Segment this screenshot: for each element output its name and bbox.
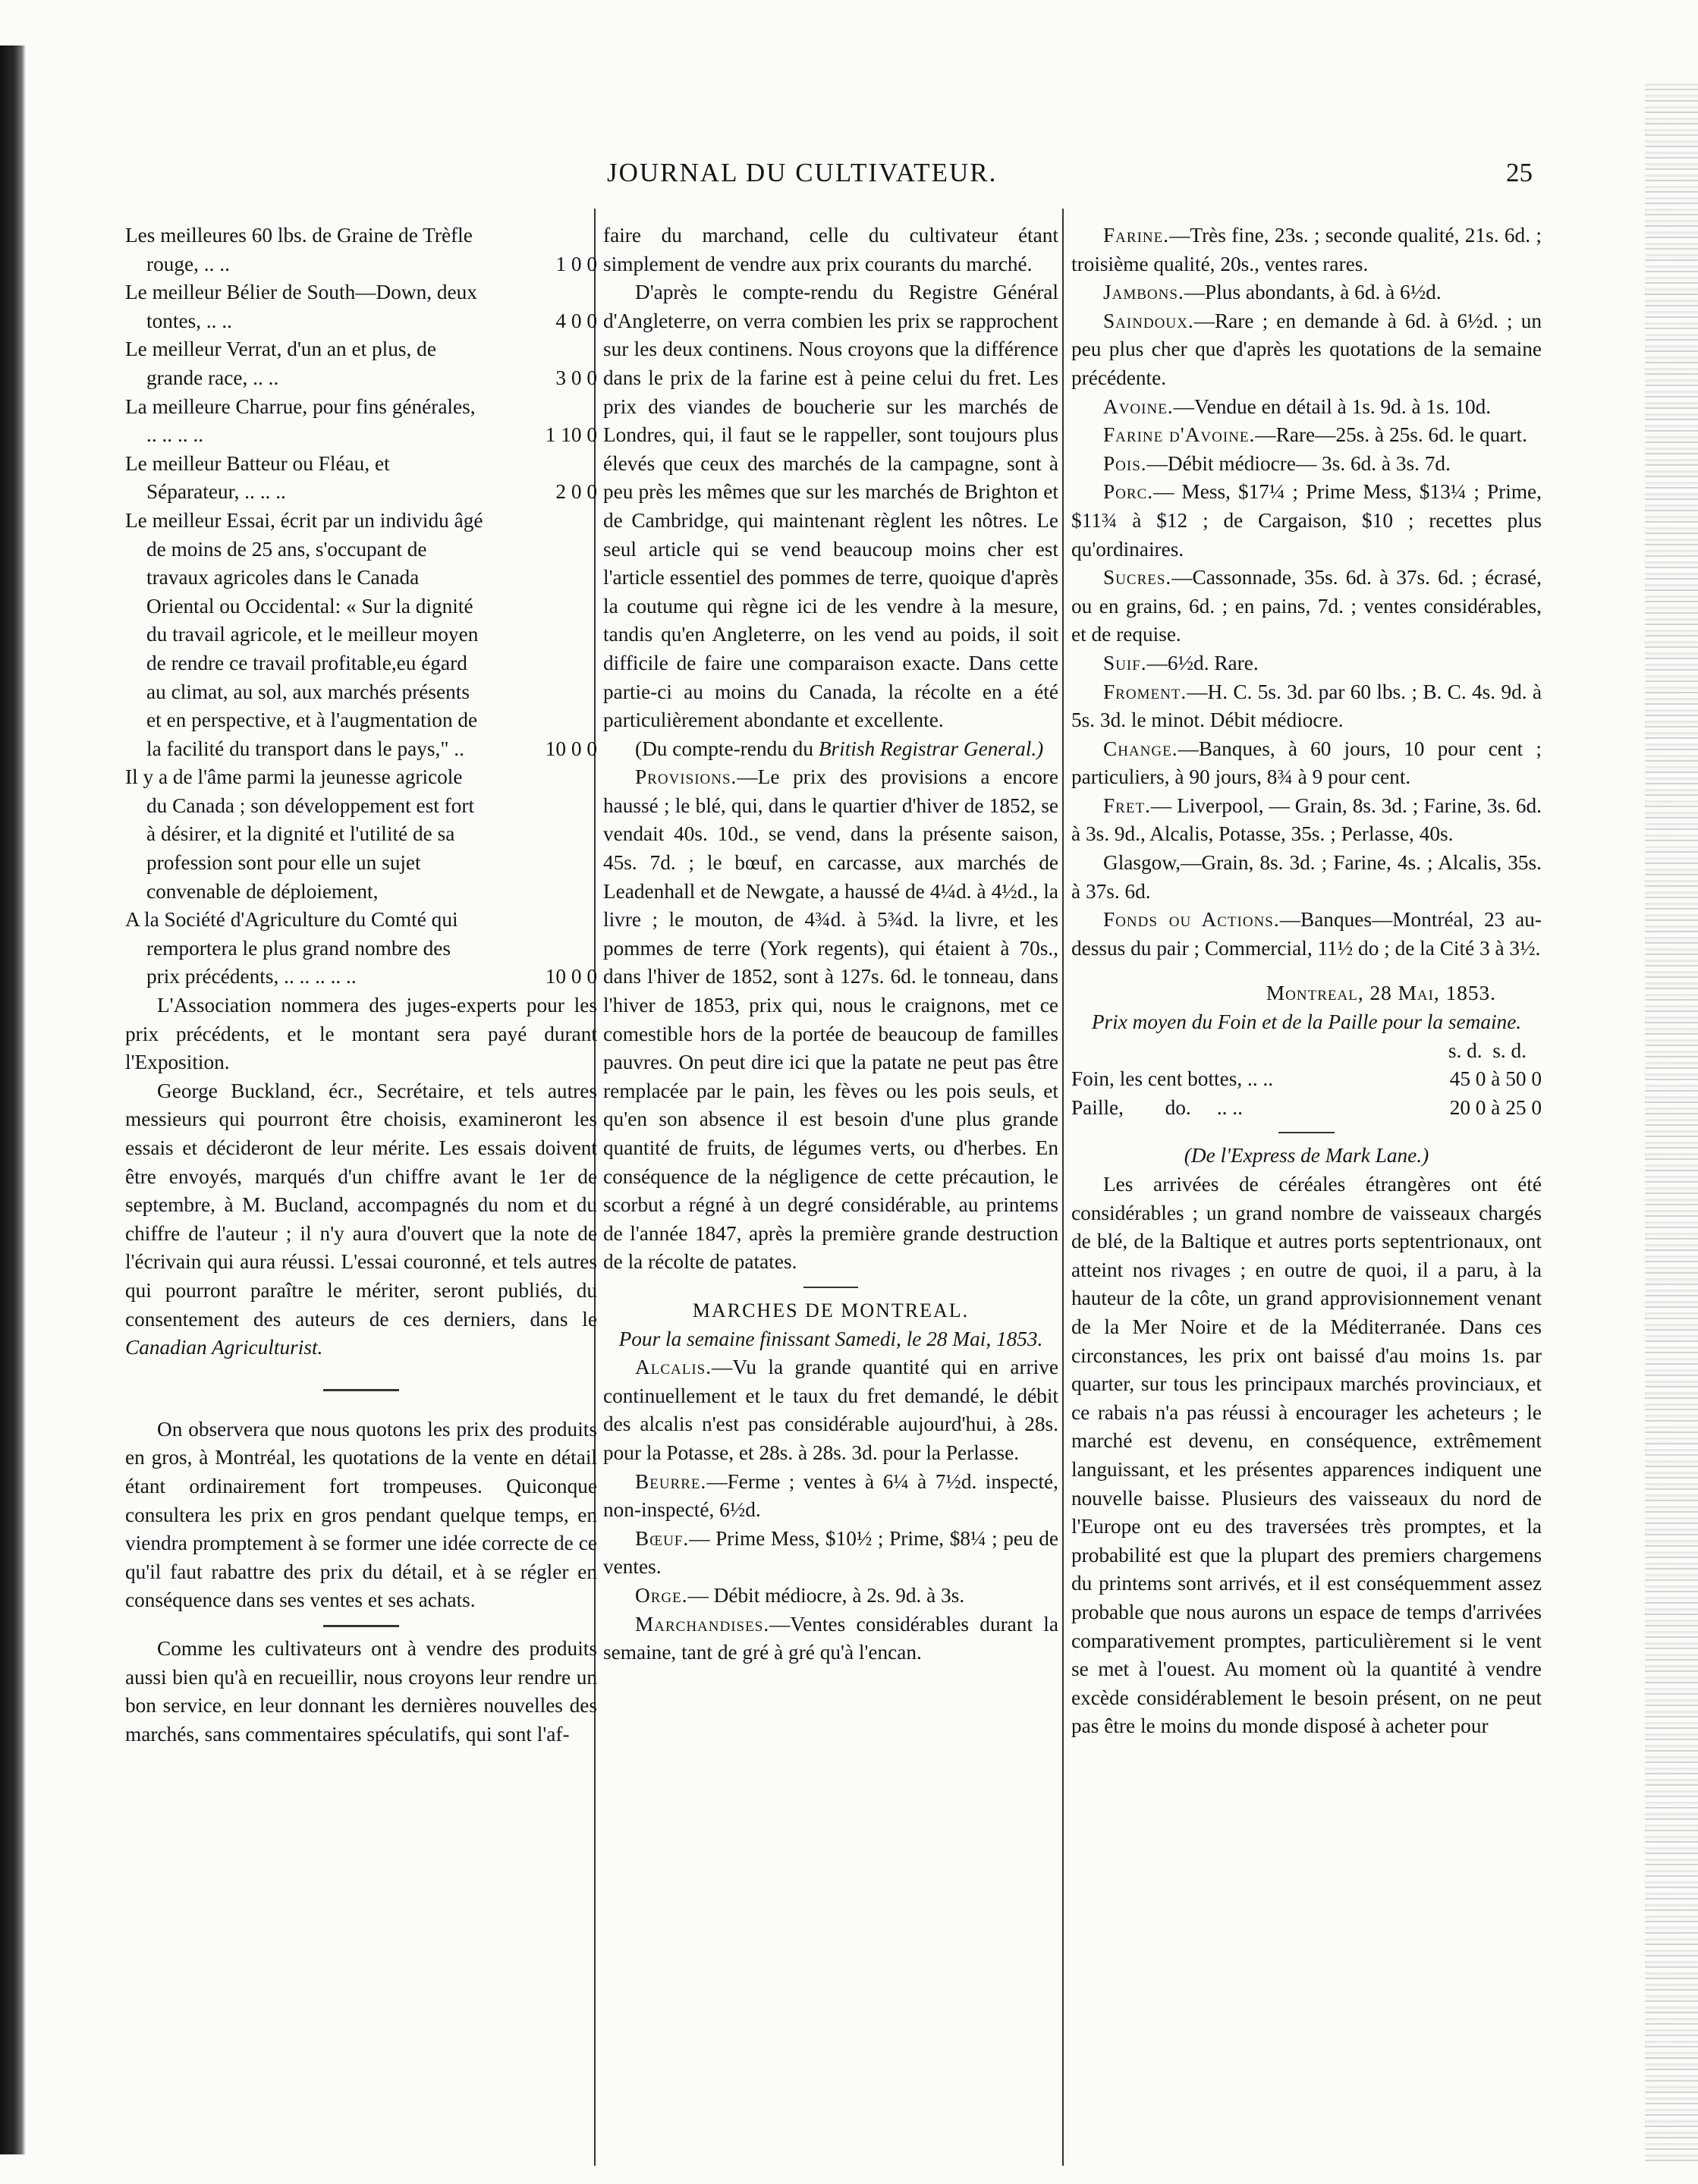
- dateline: Montreal, 28 Mai, 1853.: [1266, 982, 1496, 1005]
- market-item: Fonds ou Actions.—Banques—Montréal, 23 au-dessus du pair ; Commercial, 11½ do ; de la Cité 3 à 3½.: [1071, 908, 1542, 960]
- market-item: Sucres.—Cassonnade, 35s. 6d. à 37s. 6d. ; écrasé, ou en grains, 6d. ; en pains, 7d. ; ventes considérables, et de requise.: [1071, 566, 1542, 646]
- paragraph: On observera que nous quotons les prix des produits en gros, à Montréal, les quotations de la vente en détail étant ordinairement fort trompeuses. Quiconque consultera les prix en gros pendant quelque temps, en viendra promptement à se former une idée correcte de ce qu'il faut rabattre des prix du détail, et à se régler en conséquence dans ses ventes et ses achats.: [125, 1417, 597, 1612]
- market-item: Bœuf.— Prime Mess, $10½ ; Prime, $8¼ ; peu de ventes.: [603, 1526, 1058, 1579]
- prize-entry: Le meilleur Essai, écrit par un individu âgé de moins de 25 ans, s'occupant de travaux agricoles dans le Canada Oriental ou Occidental: « Sur la dignité du travail agricole, et le meilleur moyen de rendre ce travail profitable,eu égard au climat, au sol, aux marchés présents et en perspective, et à l'augmentation de la facilité du transport dans le pays," .. 10 0 0: [125, 507, 597, 763]
- column-2: [603, 222, 1058, 1667]
- hay-title: Prix moyen du Foin et de la Paille pour la semaine.: [1091, 1010, 1522, 1034]
- market-item: Beurre.—Ferme ; ventes à 6¼ à 7½d. inspecté, non-inspecté, 6½d.: [603, 1469, 1058, 1522]
- market-item: Marchandises.—Ventes considérables durant la semaine, tant de gré à gré qu'à l'encan.: [603, 1612, 1058, 1664]
- market-item: Farine d'Avoine.—Rare—25s. à 25s. 6d. le quart.: [1103, 423, 1527, 447]
- market-item: Glasgow,—Grain, 8s. 3d. ; Farine, 4s. ; Alcalis, 35s. à 37s. 6d.: [1071, 851, 1542, 903]
- paragraph: George Buckland, écr., Secrétaire, et tels autres messieurs qui pourront être choisis, examineront les essais et décideront de leur mérite. Les essais doivent être envoyés, marqués d'un chiffre avant le 1er de septembre, à M. Bucland, accompagnés du nom et du chiffre de l'auteur ; il n'y aura d'ouvert que la note de l'écrivain qui aura réussi. L'essai couronné, et tels autres qui pourront paraître le mériter, seront publiés, du consentement des auteurs de ces derniers, dans le Canadian Agriculturist.: [125, 1079, 597, 1359]
- column-1: [125, 222, 597, 1749]
- prize-entry: Le meilleur Bélier de South—Down, deux tontes, .. .. 4 0 0: [125, 278, 597, 335]
- paragraph: Les arrivées de céréales étrangères ont été considérables ; un grand nombre de vaisseaux chargés de blé, de la Baltique et autres ports septentrionaux, ont atteint nos rivages ; en outre de quoi, il a paru, à la hauteur de la côte, un grand approvisionnement venant de la Mer Noire et de la Méditerranée. Dans ces circonstances, les prix ont baissé d'au moins 1s. par quarter, sur tous les principaux marchés provinciaux, et ce rabais n'a pas réussi à encourager les acheteurs ; le marché est devenu, en conséquence, extrêmement languissant, et les présentes apparences indiquent une nouvelle baisse. Plusieurs des vaisseaux du nord de l'Europe ont eu des traversées très promptes, et la probabilité est que la plupart des premiers chargemens du printems sont arrivés, et il est conséquemment assez probable que nous aurons un espace de temps d'arrivées comparativement promptes, particulièrement si le vent se met à l'ouest. Au moment où la quantité à vendre excède considérablement le besoin présent, on ne peut pas être le moins du monde disposé à acheter pour: [1071, 1173, 1542, 1738]
- market-item: Suif.—6½d. Rare.: [1103, 651, 1259, 674]
- prize-amount: 10 0 0: [545, 737, 597, 760]
- price-row: Foin, les cent bottes, .. .. 45 0 à 50 0: [1071, 1067, 1542, 1091]
- page-header: [46, 158, 1533, 196]
- market-item: Orge.— Débit médiocre, à 2s. 9d. à 3s.: [635, 1583, 965, 1607]
- market-item: Farine.—Très fine, 23s. ; seconde qualité, 21s. 6d. ; troisième qualité, 20s., ventes rares.: [1071, 224, 1542, 275]
- prize-entry: La meilleure Charrue, pour fins générales, .. .. .. .. 1 10 0: [125, 393, 597, 450]
- source-note: (Du compte-rendu du British Registrar General.): [635, 737, 1044, 760]
- prize-amount: 1 0 0: [555, 252, 597, 275]
- column-3: [1071, 222, 1542, 1741]
- column-rule-2: [1062, 209, 1064, 2166]
- scan-right-edge: [1645, 83, 1698, 2162]
- market-subheading: Pour la semaine finissant Samedi, le 28 Mai, 1853.: [618, 1327, 1043, 1350]
- provisions-paragraph: Provisions.—Le prix des provisions a encore haussé ; le blé, qui, dans le quartier d'hiver de 1852, se vendait 40s. 10d., se vend, dans la présente saison, 45s. 7d. ; le bœuf, en carcasse, aux marchés de Leadenhall et de Newgate, a haussé de 4¼d. à 4½d., la livre ; le mouton, de 4¾d. à 5¾d. la livre, et les pommes de terre (York regents), qui étaient à 70s., dans l'hiver de 1852, sont à 127s. 6d. le tonneau, dans l'hiver de 1853, prix qui, nous le craignons, met ce comestible hors de la portée de beaucoup de familles pauvres. On peut dire ici que la patate ne peut pas être remplacée par le pain, les fèves ou les pois seuls, et qu'en son absence il est besoin d'une plus grande quantité de fruits, de légumes verts, ou d'herbes. En conséquence de la négligence de cette précaution, le scorbut a régné à un degré considérable, au printems de l'année 1847, après la première grande destruction de la récolte de patates.: [603, 765, 1058, 1274]
- price-row: Paille, do. .. .. 20 0 à 25 0: [1071, 1095, 1542, 1119]
- paragraph: D'après le compte-rendu du Registre Général d'Angleterre, on verra combien les prix se rapprochent sur les deux continens. Nous croyons que la différence dans le prix de la farine est à peine celui du fret. Les prix des viandes de boucherie sur les marchés de Londres, qui, il faut se le rappeller, sont toujours plus élevés que ceux des marchés de la campagne, sont à peu près les mêmes que sur les marchés de Brighton et de Cambridge, qui maintenant règlent les nôtres. Le seul article qui se vend beaucoup moins cher est l'article essentiel des pommes de terre, quoique d'après la coutume qui règne ici de les vendre à la mesure, tandis qu'en Angleterre, on les vend au poids, il soit difficile de faire une comparaison exacte. Dans cette partie-ci au moins du Canada, la récolte en a été particulièrement abondante et excellente.: [603, 281, 1058, 732]
- market-item: Alcalis.—Vu la grande quantité qui en arrive continuellement et le taux du fret demandé, le débit des alcalis n'est pas considérable aujourd'hui, à 28s. pour la Potasse, et 28s. à 28s. 3d. pour la Perlasse.: [603, 1356, 1058, 1464]
- prize-entry: Il y a de l'âme parmi la jeunesse agricole du Canada ; son développement est fort à désirer, et la dignité et l'utilité de sa profession sont pour elle un sujet convenable de déploiement,: [125, 765, 475, 903]
- express-source: (De l'Express de Mark Lane.): [1184, 1144, 1429, 1167]
- market-item: Saindoux.—Rare ; en demande à 6d. à 6½d. ; un peu plus cher que d'après les quotations de la semaine précédente.: [1071, 309, 1542, 389]
- separator: [603, 1277, 1058, 1296]
- market-item: Porc.— Mess, $17¼ ; Prime Mess, $13¼ ; Prime, $11¾ à $12 ; de Cargaison, $10 ; recettes plus qu'ordinaires.: [1071, 480, 1542, 561]
- market-item: Jambons.—Plus abondants, à 6d. à 6½d.: [1103, 281, 1442, 304]
- page-number: 25: [1506, 158, 1533, 187]
- separator: [125, 1615, 597, 1635]
- prize-entry: Le meilleur Verrat, d'un an et plus, de grande race, .. .. 3 0 0: [125, 335, 597, 392]
- prize-entry: Les meilleures 60 lbs. de Graine de Trèfle rouge, .. .. 1 0 0: [125, 222, 597, 278]
- prize-entry: Le meilleur Batteur ou Fléau, et Séparateur, .. .. .. 2 0 0: [125, 450, 597, 507]
- prize-amount: 3 0 0: [555, 366, 597, 389]
- separator: [125, 1379, 597, 1399]
- market-item: Fret.— Liverpool, — Grain, 8s. 3d. ; Farine, 3s. 6d. à 3s. 9d., Alcalis, Potasse, 35s. ; Perlasse, 40s.: [1071, 793, 1542, 846]
- market-heading: MARCHES DE MONTREAL.: [692, 1299, 970, 1321]
- market-item: Avoine.—Vendue en détail à 1s. 9d. à 1s. 10d.: [1103, 394, 1492, 418]
- prize-entry: A la Société d'Agriculture du Comté qui remportera le plus grand nombre des prix précédents, .. .. .. .. .. 10 0 0: [125, 906, 597, 991]
- prize-amount: 1 10 0: [545, 423, 597, 447]
- paragraph: L'Association nommera des juges-experts pour les prix précédents, et le montant sera payé durant l'Exposition.: [125, 994, 597, 1074]
- price-header: s. d. s. d.: [1448, 1039, 1527, 1062]
- prize-amount: 10 0 0: [545, 965, 597, 988]
- paragraph: Comme les cultivateurs ont à vendre des produits aussi bien qu'à en recueillir, nous croyons leur rendre un bon service, en leur donnant les dernières nouvelles des marchés, sans commentaires spéculatifs, qui sont l'af-: [125, 1636, 597, 1746]
- running-title: JOURNAL DU CULTIVATEUR.: [607, 158, 998, 187]
- prize-amount: 2 0 0: [555, 480, 597, 504]
- prize-amount: 4 0 0: [555, 309, 597, 332]
- market-item: Change.—Banques, à 60 jours, 10 pour cent ; particuliers, à 90 jours, 8¾ à 9 pour cent.: [1071, 737, 1542, 789]
- separator: [1071, 1122, 1542, 1142]
- paragraph: faire du marchand, celle du cultivateur étant simplement de vendre aux prix courants du marché.: [603, 224, 1058, 275]
- market-item: Froment.—H. C. 5s. 3d. par 60 lbs. ; B. C. 4s. 9d. à 5s. 3d. le minot. Débit médiocre.: [1071, 680, 1542, 732]
- scan-left-edge: [0, 46, 26, 2154]
- market-item: Pois.—Débit médiocre— 3s. 6d. à 3s. 7d.: [1103, 451, 1451, 475]
